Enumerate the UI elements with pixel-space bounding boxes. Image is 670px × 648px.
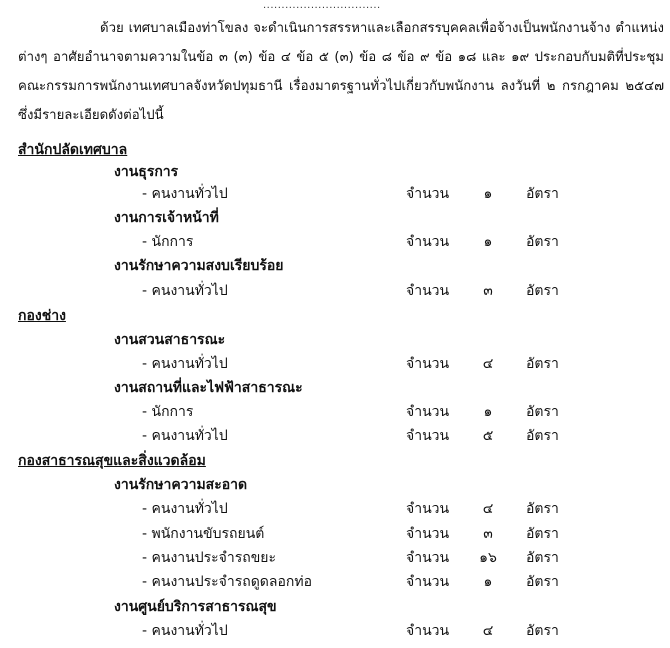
count-unit: อัตรา bbox=[526, 550, 559, 566]
count-label: จำนวน bbox=[406, 574, 450, 590]
position-row bbox=[0, 572, 670, 592]
position-name: - คนงานทั่วไป bbox=[142, 186, 228, 202]
position-row bbox=[0, 232, 670, 252]
count-unit: อัตรา bbox=[526, 501, 559, 517]
count-value: ๓ bbox=[483, 526, 493, 542]
position-row bbox=[0, 499, 670, 519]
position-name: - คนงานทั่วไป bbox=[142, 356, 228, 372]
unit-title: งานสวนสาธารณะ bbox=[114, 332, 226, 348]
position-name: - คนงานทั่วไป bbox=[142, 501, 228, 517]
position-row bbox=[0, 184, 670, 204]
count-label: จำนวน bbox=[406, 623, 450, 639]
count-label: จำนวน bbox=[406, 526, 450, 542]
position-name: - คนงานทั่วไป bbox=[142, 428, 228, 444]
unit-title: งานรักษาความสะอาด bbox=[114, 477, 248, 493]
section-title-office: สำนักปลัดเทศบาล bbox=[18, 142, 128, 158]
count-label: จำนวน bbox=[406, 186, 450, 202]
position-name: - นักการ bbox=[142, 404, 194, 420]
section-title-engineering: กองช่าง bbox=[18, 308, 66, 324]
unit-title: งานศูนย์บริการสาธารณสุข bbox=[114, 599, 277, 615]
intro-text: ด้วย เทศบาลเมืองท่าโขลง จะดำเนินการสรรหาและเลือกสรรบุคคลเพื่อจ้างเป็นพนักงานจ้าง ตำแหน่งต่างๆ อาศัยอำนาจตามความในข้อ ๓ (๓) ข้อ ๔ ข้อ ๕ (๓) ข้อ ๘ ข้อ ๙ ข้อ ๑๘ และ ๑๙ ประกอบกับมติที่ประชุมคณะกรรมการพนักงานเทศบาลจังหวัดปทุมธานี เรื่องมาตรฐานทั่วไปเกี่ยวกับพนักงาน ลงวันที่ ๒ กรกฎาคม ๒๕๔๗ ซึ่งมีรายละเอียดดังต่อไปนี้ bbox=[18, 21, 664, 123]
count-label: จำนวน bbox=[406, 404, 450, 420]
count-unit: อัตรา bbox=[526, 234, 559, 250]
count-value: ๑ bbox=[483, 574, 493, 590]
unit-title: งานการเจ้าหน้าที่ bbox=[114, 210, 219, 226]
count-unit: อัตรา bbox=[526, 574, 559, 590]
count-unit: อัตรา bbox=[526, 186, 559, 202]
position-row bbox=[0, 426, 670, 446]
position-row bbox=[0, 402, 670, 422]
position-row bbox=[0, 354, 670, 374]
count-unit: อัตรา bbox=[526, 283, 559, 299]
intro-paragraph bbox=[18, 14, 664, 130]
count-unit: อัตรา bbox=[526, 623, 559, 639]
position-name: - นักการ bbox=[142, 234, 194, 250]
count-value: ๔ bbox=[482, 623, 494, 639]
count-value: ๔ bbox=[482, 501, 494, 517]
count-label: จำนวน bbox=[406, 550, 450, 566]
position-name: - คนงานทั่วไป bbox=[142, 623, 228, 639]
count-value: ๑ bbox=[483, 186, 493, 202]
position-row bbox=[0, 524, 670, 544]
position-row bbox=[0, 281, 670, 301]
unit-title: งานรักษาความสงบเรียบร้อย bbox=[114, 258, 284, 274]
count-value: ๑ bbox=[483, 234, 493, 250]
count-value: ๔ bbox=[482, 356, 494, 372]
count-value: ๑ bbox=[483, 404, 493, 420]
count-value: ๓ bbox=[483, 283, 493, 299]
unit-title: งานธุรการ bbox=[114, 164, 179, 180]
position-name: - คนงานประจำรถขยะ bbox=[142, 550, 276, 566]
count-unit: อัตรา bbox=[526, 428, 559, 444]
count-value: ๑๖ bbox=[479, 550, 497, 566]
count-unit: อัตรา bbox=[526, 404, 559, 420]
count-label: จำนวน bbox=[406, 501, 450, 517]
count-unit: อัตรา bbox=[526, 526, 559, 542]
count-value: ๕ bbox=[482, 428, 494, 444]
section-title-public-health: กองสาธารณสุขและสิ่งแวดล้อม bbox=[18, 453, 206, 469]
separator-dots: ................................ bbox=[263, 0, 381, 11]
count-label: จำนวน bbox=[406, 234, 450, 250]
unit-title: งานสถานที่และไฟฟ้าสาธารณะ bbox=[114, 380, 303, 396]
position-name: - คนงานทั่วไป bbox=[142, 283, 228, 299]
count-label: จำนวน bbox=[406, 356, 450, 372]
count-label: จำนวน bbox=[406, 428, 450, 444]
position-name: - คนงานประจำรถดูดลอกท่อ bbox=[142, 574, 312, 590]
position-name: - พนักงานขับรถยนต์ bbox=[142, 526, 265, 542]
position-row bbox=[0, 548, 670, 568]
position-row bbox=[0, 621, 670, 641]
count-label: จำนวน bbox=[406, 283, 450, 299]
count-unit: อัตรา bbox=[526, 356, 559, 372]
